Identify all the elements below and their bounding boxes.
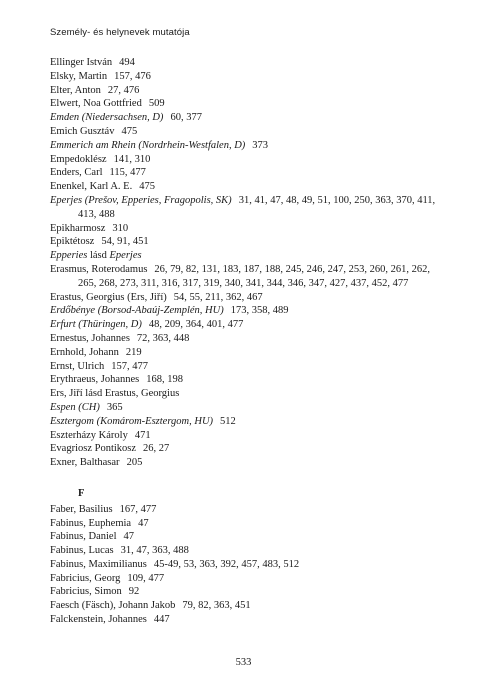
running-head: Személy- és helynevek mutatója (50, 27, 190, 38)
index-term: Fabricius, Simon (50, 586, 122, 598)
index-term: Ernhold, Johann (50, 346, 119, 358)
index-term: Erdőbénye (Borsod-Abaúj-Zemplén, HU) (50, 305, 224, 317)
index-term: Empedoklész (50, 153, 107, 165)
page-references: 115, 477 (109, 167, 146, 179)
index-term: Emden (Niedersachsen, D) (50, 112, 164, 124)
index-term: Epiktétosz (50, 236, 95, 248)
index-entry (50, 318, 450, 332)
index-term: Fabinus, Daniel (50, 531, 117, 543)
index-entry (50, 56, 450, 70)
index-entry (50, 97, 450, 111)
page-references: 31, 47, 363, 488 (120, 545, 189, 557)
index-entry (50, 456, 450, 470)
index-entry (50, 373, 450, 387)
index-entry (50, 153, 450, 167)
page-references: 79, 82, 363, 451 (182, 600, 251, 612)
index-entry (50, 360, 450, 374)
page-references: 168, 198 (146, 374, 183, 386)
index-term: Elter, Anton (50, 84, 101, 96)
page-references: 509 (148, 98, 165, 110)
index-entry (50, 291, 450, 305)
page-references-continued: 411, 413, 488 (78, 194, 436, 220)
index-entry (50, 235, 450, 249)
index-entry (50, 194, 450, 222)
index-entry (50, 401, 450, 415)
index-entry (50, 558, 450, 572)
index-entry (50, 544, 450, 558)
index-section-e (50, 56, 450, 470)
index-term: Fabinus, Maximilianus (50, 558, 147, 570)
index-entry (50, 139, 450, 153)
index-term: Espen (CH) (50, 401, 100, 413)
index-entry (50, 503, 450, 517)
page-references: 512 (220, 415, 236, 427)
index-term: Exner, Balthasar (50, 457, 120, 469)
index-term: Evagriosz Pontikosz (50, 443, 137, 455)
page-references: 310 (112, 222, 129, 234)
index-term: Epperies (50, 250, 88, 262)
index-term: Fabinus, Lucas (50, 545, 114, 557)
index-entry (50, 599, 450, 613)
index-term: Eperjes (Prešov, Epperies, Fragopolis, SK) (50, 194, 232, 206)
index-term: Fabricius, Georg (50, 572, 121, 584)
see-reference-label: lásd (89, 250, 107, 262)
see-reference-target: Eperjes (109, 250, 142, 262)
index-term: Emich Gusztáv (50, 125, 115, 137)
index-body (50, 56, 450, 627)
page-references: 157, 477 (111, 360, 148, 372)
page-references: 219 (125, 346, 142, 358)
page-references: 109, 477 (127, 572, 165, 584)
page-references: 72, 363, 448 (136, 332, 190, 344)
page-references: 475 (139, 181, 155, 193)
index-entry (50, 613, 450, 627)
index-section-f (50, 503, 450, 627)
index-term: Erfurt (Thüringen, D) (50, 319, 142, 331)
index-term: Elsky, Martin (50, 70, 108, 82)
index-entry (50, 332, 450, 346)
index-entry (50, 304, 450, 318)
index-term: Emmerich am Rhein (Nordrhein-Westfalen, D) (50, 139, 246, 151)
page-references: 54, 55, 211, 362, 467 (173, 291, 263, 303)
page-references: 47 (138, 517, 149, 529)
index-entry (50, 517, 450, 531)
page-references: 45-49, 53, 363, 392, 457, 483, 512 (153, 558, 300, 570)
page-references: 60, 377 (170, 112, 202, 124)
page-number: 533 (235, 657, 252, 668)
page-references: 475 (121, 125, 138, 137)
index-entry (50, 572, 450, 586)
page-references: 27, 476 (107, 84, 140, 96)
index-term: Erastus, Georgius (Ers, Jiří) (50, 291, 167, 303)
index-entry (50, 530, 450, 544)
page-references: 31, 41, 47, 48, 49, 51, 100, 250, 363, 370, (238, 194, 415, 206)
index-entry (50, 111, 450, 125)
index-entry (50, 84, 450, 98)
index-entry (50, 585, 450, 599)
page-references: 48, 209, 364, 401, 477 (148, 319, 244, 331)
page-references: 47 (123, 531, 134, 543)
index-term: Enders, Carl (50, 167, 103, 179)
index-entry (50, 125, 450, 139)
index-entry (50, 442, 450, 456)
index-entry (50, 415, 450, 429)
page-references: 471 (134, 429, 151, 441)
page-references: 26, 27 (143, 443, 170, 455)
page-references: 373 (252, 139, 269, 151)
index-term: Ers, Jiří (50, 388, 83, 400)
index-entry (50, 249, 450, 263)
index-entry (50, 166, 450, 180)
index-entry (50, 387, 450, 401)
see-reference-label: lásd (85, 388, 103, 400)
index-term: Elwert, Noa Gottfried (50, 98, 142, 110)
index-term: Ernestus, Johannes (50, 332, 130, 344)
index-entry (50, 263, 450, 291)
page-references: 167, 477 (119, 503, 157, 515)
index-term: Eszterházy Károly (50, 429, 128, 441)
index-term: Fabinus, Euphemia (50, 517, 132, 529)
page-references: 447 (153, 614, 170, 626)
page-references-continued: 265, 268, 273, 311, 316, 317, 319, 340, 341, 344, 346, 347, 427, 437, 452, 477 (78, 277, 409, 289)
page-references: 494 (119, 57, 135, 68)
index-term: Ernst, Ulrich (50, 360, 105, 372)
page-references: 141, 310 (113, 153, 151, 165)
page-references: 365 (106, 401, 123, 413)
page-references: 54, 91, 451 (101, 236, 149, 248)
index-entry (50, 429, 450, 443)
index-entry (50, 346, 450, 360)
index-entry (50, 70, 450, 84)
page-references: 205 (126, 457, 143, 469)
index-term: Falckenstein, Johannes (50, 614, 147, 626)
index-term: Epikharmosz (50, 222, 106, 234)
index-term: Faber, Basilius (50, 503, 113, 515)
page-references: 173, 358, 489 (230, 305, 289, 317)
index-entry (50, 222, 450, 236)
index-term: Esztergom (Komárom-Esztergom, HU) (50, 415, 214, 427)
index-term: Erythraeus, Johannes (50, 374, 140, 386)
index-term: Enenkel, Karl A. E. (50, 181, 133, 193)
page-references: 157, 476 (114, 70, 151, 82)
index-term: Erasmus, Roterodamus (50, 263, 148, 275)
letter-heading-f: F (78, 487, 85, 499)
index-entry (50, 180, 450, 194)
page-references: 26, 79, 82, 131, 183, 187, 188, 245, 246, 247, 253, 260, 261, 262, (154, 263, 431, 275)
index-term: Ellinger István (50, 57, 113, 68)
see-reference-target: Erastus, Georgius (104, 388, 180, 400)
index-term: Faesch (Fäsch), Johann Jakob (50, 600, 176, 612)
page-references: 92 (128, 586, 140, 598)
